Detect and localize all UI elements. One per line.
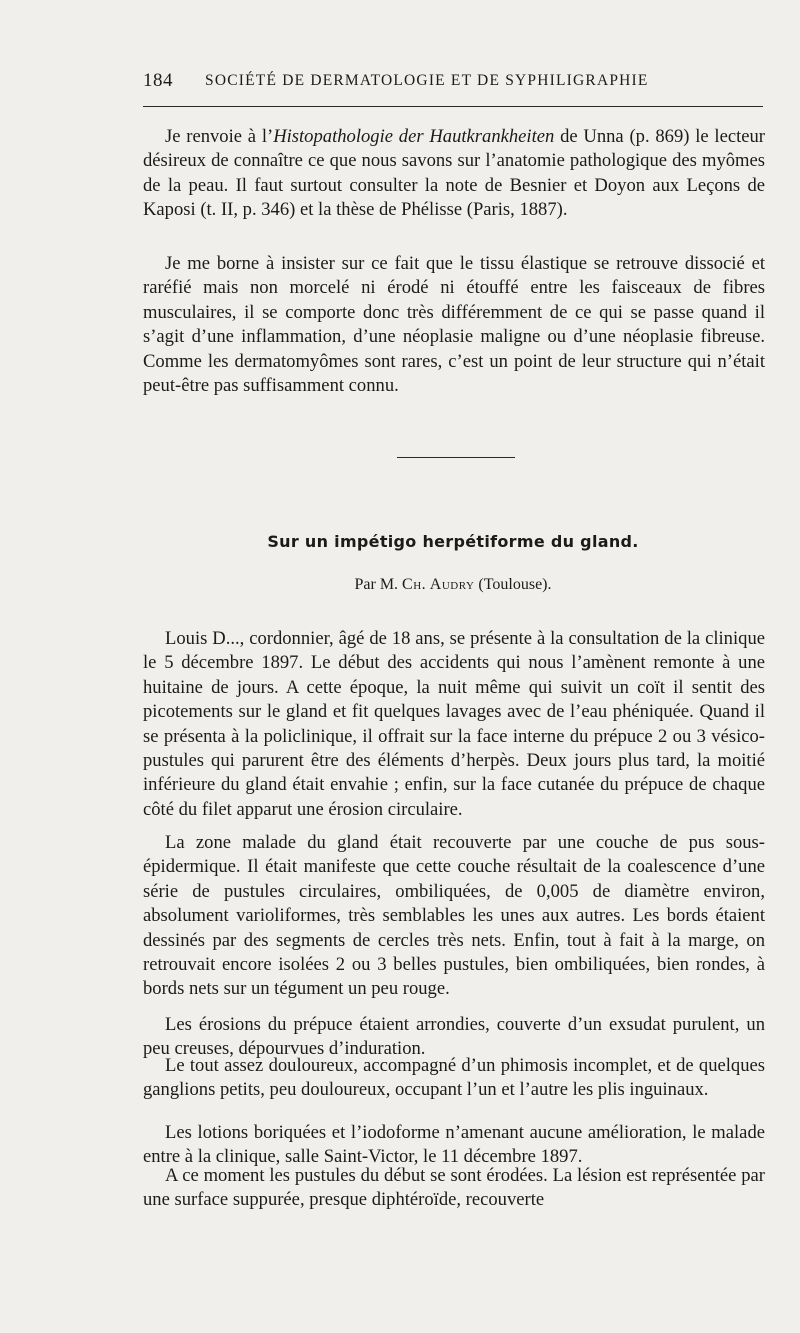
paragraph-gland-lesion: La zone malade du gland était recouverte par une couche de pus sous-épidermique. Il était manifeste que cette couche résultait de la coalescence d’une série de pustules circulaires, ombiliquées, de 0,005 de diamètre environ, absolument varioliformes, très semblables les unes aux autres. Les bords étaient dessinés par des segments de cercles très nets. Enfin, tout à fait à la marge, on retrouvait encore isolées 2 ou 3 belles pustules, bien ombiliquées, bien rondes, à bords nets sur un tégument un peu rouge. <box>143 832 765 1000</box>
byline-prefix: Par M. <box>354 576 403 593</box>
paragraph-admission: Les lotions boriquées et l’iodoforme n’amenant aucune amélioration, le malade entre à la clinique, salle Saint-Victor, le 11 décembre 1897. <box>143 1122 765 1168</box>
paragraph-case-history: Louis D..., cordonnier, âgé de 18 ans, se présente à la consultation de la clinique le 5 décembre 1897. Le début des accidents qui nous l’amènent remonte à une huitaine de jours. A cette époque, la nuit même qui suivit un coït il sentit des picotements sur le gland et fit quelques lavages avec de l’eau phéniquée. Quand il se présenta à la policlinique, il offrait sur la face interne du prépuce 2 ou 3 vésico-pustules qui parurent être des éléments d’herpès. Deux jours plus tard, la moitié inférieure du gland était envahie ; enfin, sur la face cutanée du prépuce de chaque côté du filet apparut une érosion circulaire. <box>143 628 765 820</box>
article-title: Sur un impétigo herpétiforme du gland. <box>267 532 639 551</box>
p1-text-end: de Unna (p. 869) le lecteur désireux de connaître ce que nous savons sur l’anatomie pathologique des myômes de la peau. Il faut surtout consulter la note de Besnier et Doyon aux Leçons de Kaposi (t. II, p. 346) et la thèse de Phélisse (Paris, 1887). <box>143 126 765 221</box>
article-byline <box>143 576 763 594</box>
byline-suffix: (Toulouse). <box>474 576 552 593</box>
book-title: Histopathologie der Hautkrankheiten <box>273 126 555 147</box>
running-title: SOCIÉTÉ DE DERMATOLOGIE ET DE SYPHILIGRAPHIE <box>205 72 649 89</box>
paragraph-symptoms: Le tout assez douloureux, accompagné d’un phimosis incomplet, et de quelques ganglions petits, peu douloureux, occupant l’un et l’autre les plis inguinaux. <box>143 1055 765 1101</box>
paragraph-current-state: A ce moment les pustules du début se sont érodées. La lésion est représentée par une surface suppurée, presque diphtéroïde, recouverte <box>143 1165 765 1211</box>
page-number: 184 <box>143 70 173 91</box>
paragraph-elastic-tissue: Je me borne à insister sur ce fait que le tissu élastique se retrouve dissocié et raréfié mais non morcelé ni érodé ni étouffé entre les faisceaux de fibres musculaires, il se comporte donc très différemment de ce qui se passe quand il s’agit d’une inflammation, d’une néoplasie maligne ou d’une néoplasie fibreuse. Comme les dermatomyômes sont rares, c’est un point de leur structure qui n’était peut-être pas suffisamment connu. <box>143 253 765 397</box>
paragraph-references <box>143 125 765 223</box>
header-rule <box>143 106 763 107</box>
section-divider <box>397 457 515 458</box>
paragraph-prepuce-erosions: Les érosions du prépuce étaient arrondies, couverte d’un exsudat purulent, un peu creuses, dépourvues d’induration. <box>143 1014 765 1060</box>
p1-text-start: Je renvoie à l’ <box>165 126 274 147</box>
byline-author: Ch. Audry <box>402 576 475 593</box>
